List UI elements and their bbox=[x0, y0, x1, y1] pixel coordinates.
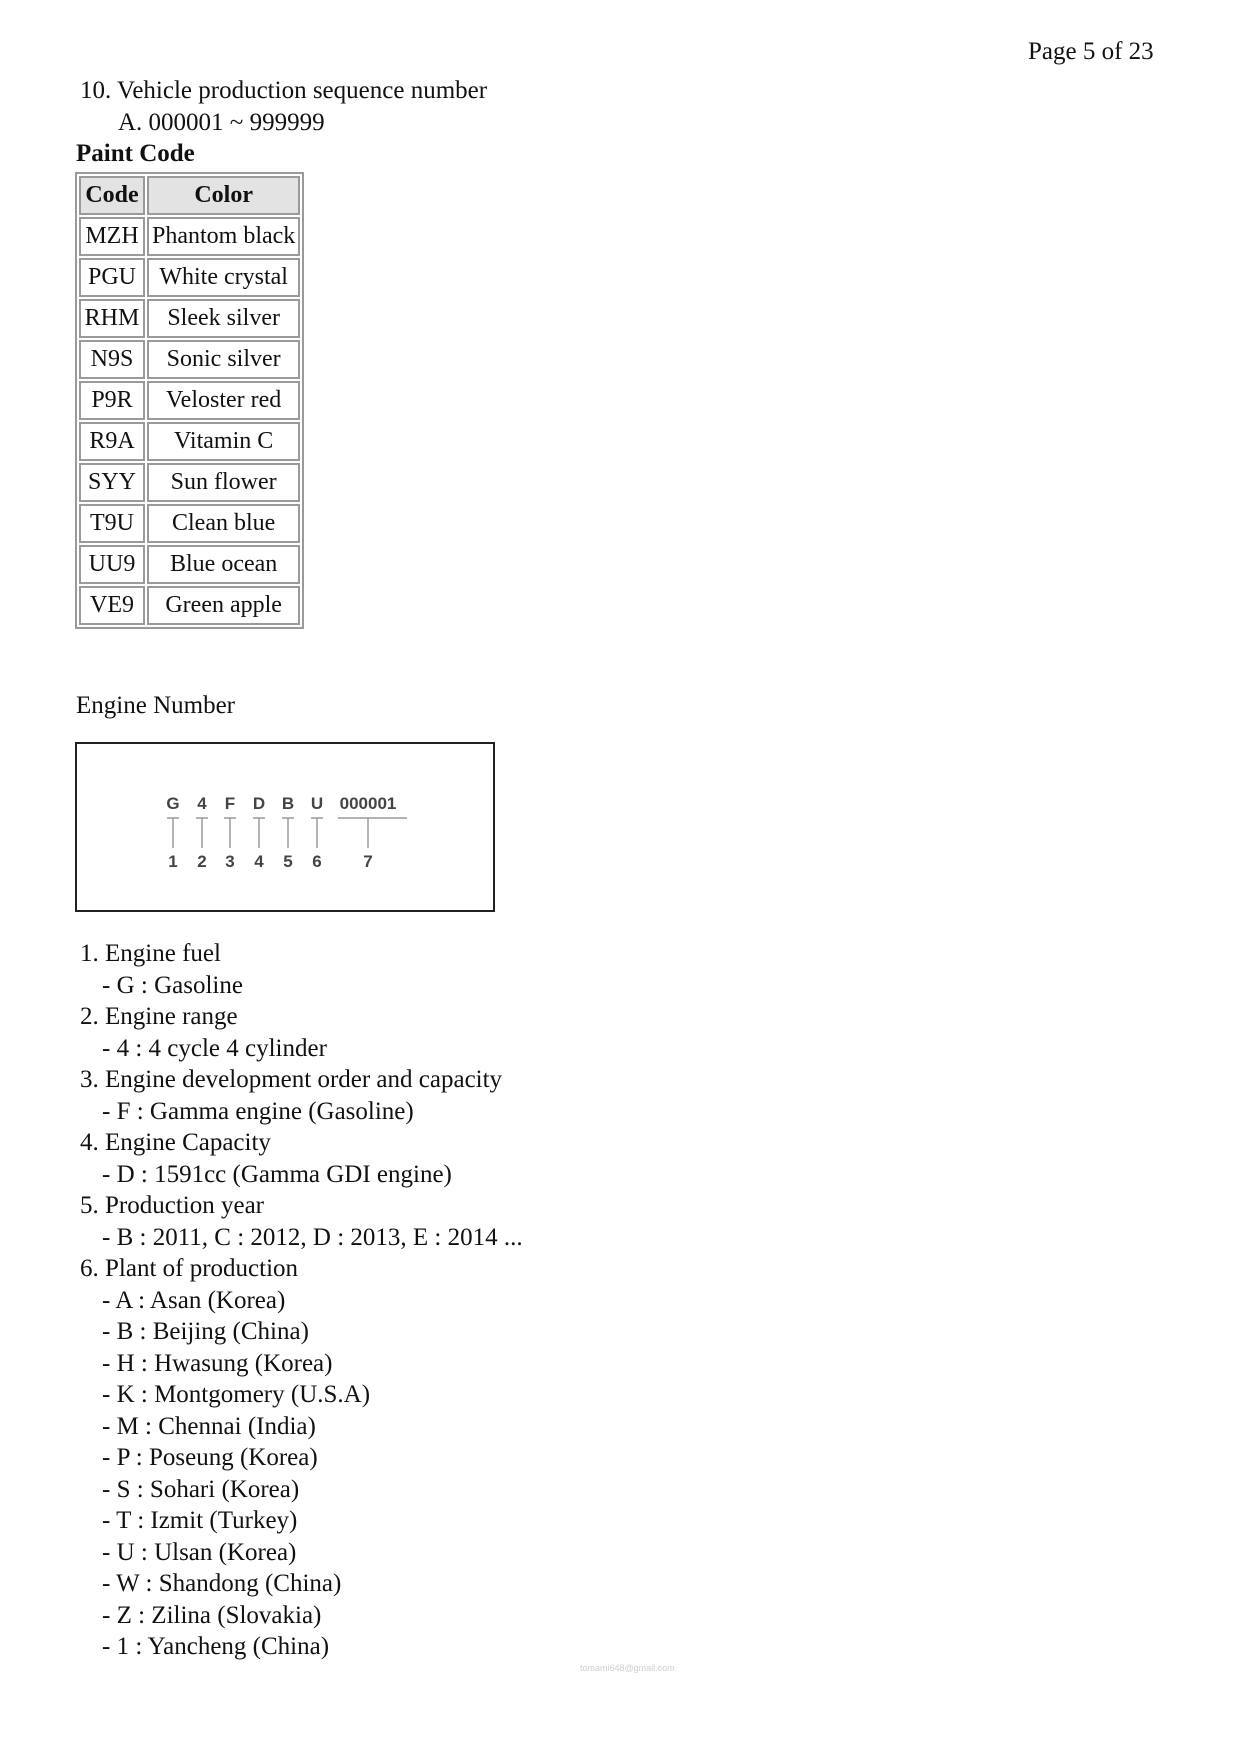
plant-item: - S : Sohari (Korea) bbox=[102, 1475, 300, 1503]
paint-color: Sun flower bbox=[147, 463, 300, 502]
table-row bbox=[79, 545, 300, 584]
diagram-letter-5: B bbox=[281, 794, 295, 813]
sequence-title: 10. Vehicle production sequence number bbox=[80, 77, 488, 104]
table-row bbox=[79, 217, 300, 256]
plant-item: - K : Montgomery (U.S.A) bbox=[102, 1381, 371, 1408]
engine-number-legend bbox=[80, 938, 523, 1663]
table-row bbox=[79, 381, 300, 420]
table-row bbox=[79, 299, 300, 338]
diagram-number-3: 3 bbox=[225, 852, 235, 871]
engine-item-detail: - F : Gamma engine (Gasoline) bbox=[102, 1097, 414, 1125]
paint-color: Sleek silver bbox=[147, 299, 300, 338]
plant-item: - 1 : Yancheng (China) bbox=[102, 1633, 330, 1660]
diagram-number-4: 4 bbox=[254, 852, 264, 871]
engine-item-label: 1. Engine fuel bbox=[80, 940, 221, 967]
plant-item: - A : Asan (Korea) bbox=[102, 1286, 286, 1314]
table-row bbox=[79, 340, 300, 379]
paint-code: PGU bbox=[79, 258, 145, 297]
plant-item: - W : Shandong (China) bbox=[102, 1570, 342, 1597]
diagram-letter-1: G bbox=[166, 794, 180, 813]
paint-code-title: Paint Code bbox=[76, 140, 195, 167]
plant-item: - Z : Zilina (Slovakia) bbox=[102, 1601, 322, 1629]
paint-code: UU9 bbox=[79, 545, 145, 584]
engine-item-detail: - B : 2011, C : 2012, D : 2013, E : 2014 ... bbox=[102, 1223, 523, 1251]
paint-code: SYY bbox=[79, 463, 145, 502]
paint-color: White crystal bbox=[147, 258, 300, 297]
paint-color: Sonic silver bbox=[147, 340, 300, 379]
paint-code: T9U bbox=[79, 504, 145, 543]
sequence-value: A. 000001 ~ 999999 bbox=[118, 109, 325, 136]
plant-item: - T : Izmit (Turkey) bbox=[102, 1507, 298, 1534]
plant-item: - B : Beijing (China) bbox=[102, 1318, 309, 1345]
diagram-number-7: 7 bbox=[363, 852, 373, 871]
engine-item-detail: - 4 : 4 cycle 4 cylinder bbox=[102, 1034, 327, 1062]
paint-color: Clean blue bbox=[147, 504, 300, 543]
paint-color: Veloster red bbox=[147, 381, 300, 420]
diagram-letter-7: 000001 bbox=[339, 794, 397, 813]
engine-item-detail: - D : 1591cc (Gamma GDI engine) bbox=[102, 1160, 452, 1188]
page-number: Page 5 of 23 bbox=[1028, 38, 1154, 65]
paint-code: VE9 bbox=[79, 586, 145, 625]
engine-number-title: Engine Number bbox=[76, 692, 235, 719]
paint-code: RHM bbox=[79, 299, 145, 338]
diagram-number-2: 2 bbox=[197, 852, 207, 871]
diagram-letter-2: 4 bbox=[197, 794, 207, 813]
plant-item: - H : Hwasung (Korea) bbox=[102, 1349, 333, 1377]
plant-item: - M : Chennai (India) bbox=[102, 1412, 316, 1440]
paint-color: Vitamin C bbox=[147, 422, 300, 461]
diagram-number-5: 5 bbox=[283, 852, 293, 871]
paint-table-header bbox=[79, 176, 300, 215]
diagram-number-6: 6 bbox=[312, 852, 322, 871]
paint-code: R9A bbox=[79, 422, 145, 461]
paint-color: Phantom black bbox=[147, 217, 300, 256]
engine-item-label: 2. Engine range bbox=[80, 1003, 238, 1030]
color-header: Color bbox=[147, 176, 300, 215]
paint-color: Green apple bbox=[147, 586, 300, 625]
diagram-letter-6: U bbox=[310, 794, 324, 813]
engine-item-detail: - G : Gasoline bbox=[102, 971, 243, 999]
plant-item: - U : Ulsan (Korea) bbox=[102, 1538, 297, 1566]
table-row bbox=[79, 586, 300, 625]
engine-number-diagram bbox=[75, 742, 495, 912]
table-row bbox=[79, 463, 300, 502]
engine-item-label: 6. Plant of production bbox=[80, 1255, 299, 1282]
diagram-lines bbox=[77, 744, 493, 910]
paint-color: Blue ocean bbox=[147, 545, 300, 584]
table-row bbox=[79, 504, 300, 543]
diagram-number-1: 1 bbox=[168, 852, 178, 871]
paint-code: N9S bbox=[79, 340, 145, 379]
engine-item-label: 4. Engine Capacity bbox=[80, 1129, 271, 1156]
diagram-letter-3: F bbox=[224, 794, 236, 813]
plant-item: - P : Poseung (Korea) bbox=[102, 1444, 318, 1471]
table-row bbox=[79, 258, 300, 297]
paint-code: P9R bbox=[79, 381, 145, 420]
diagram-letter-4: D bbox=[252, 794, 266, 813]
engine-item-label: 3. Engine development order and capacity bbox=[80, 1066, 503, 1093]
code-header: Code bbox=[79, 176, 145, 215]
paint-code-table bbox=[75, 172, 304, 629]
engine-item-label: 5. Production year bbox=[80, 1192, 264, 1219]
paint-code: MZH bbox=[79, 217, 145, 256]
footer-watermark: tomami648@gmail.com bbox=[580, 1663, 675, 1673]
table-row bbox=[79, 422, 300, 461]
